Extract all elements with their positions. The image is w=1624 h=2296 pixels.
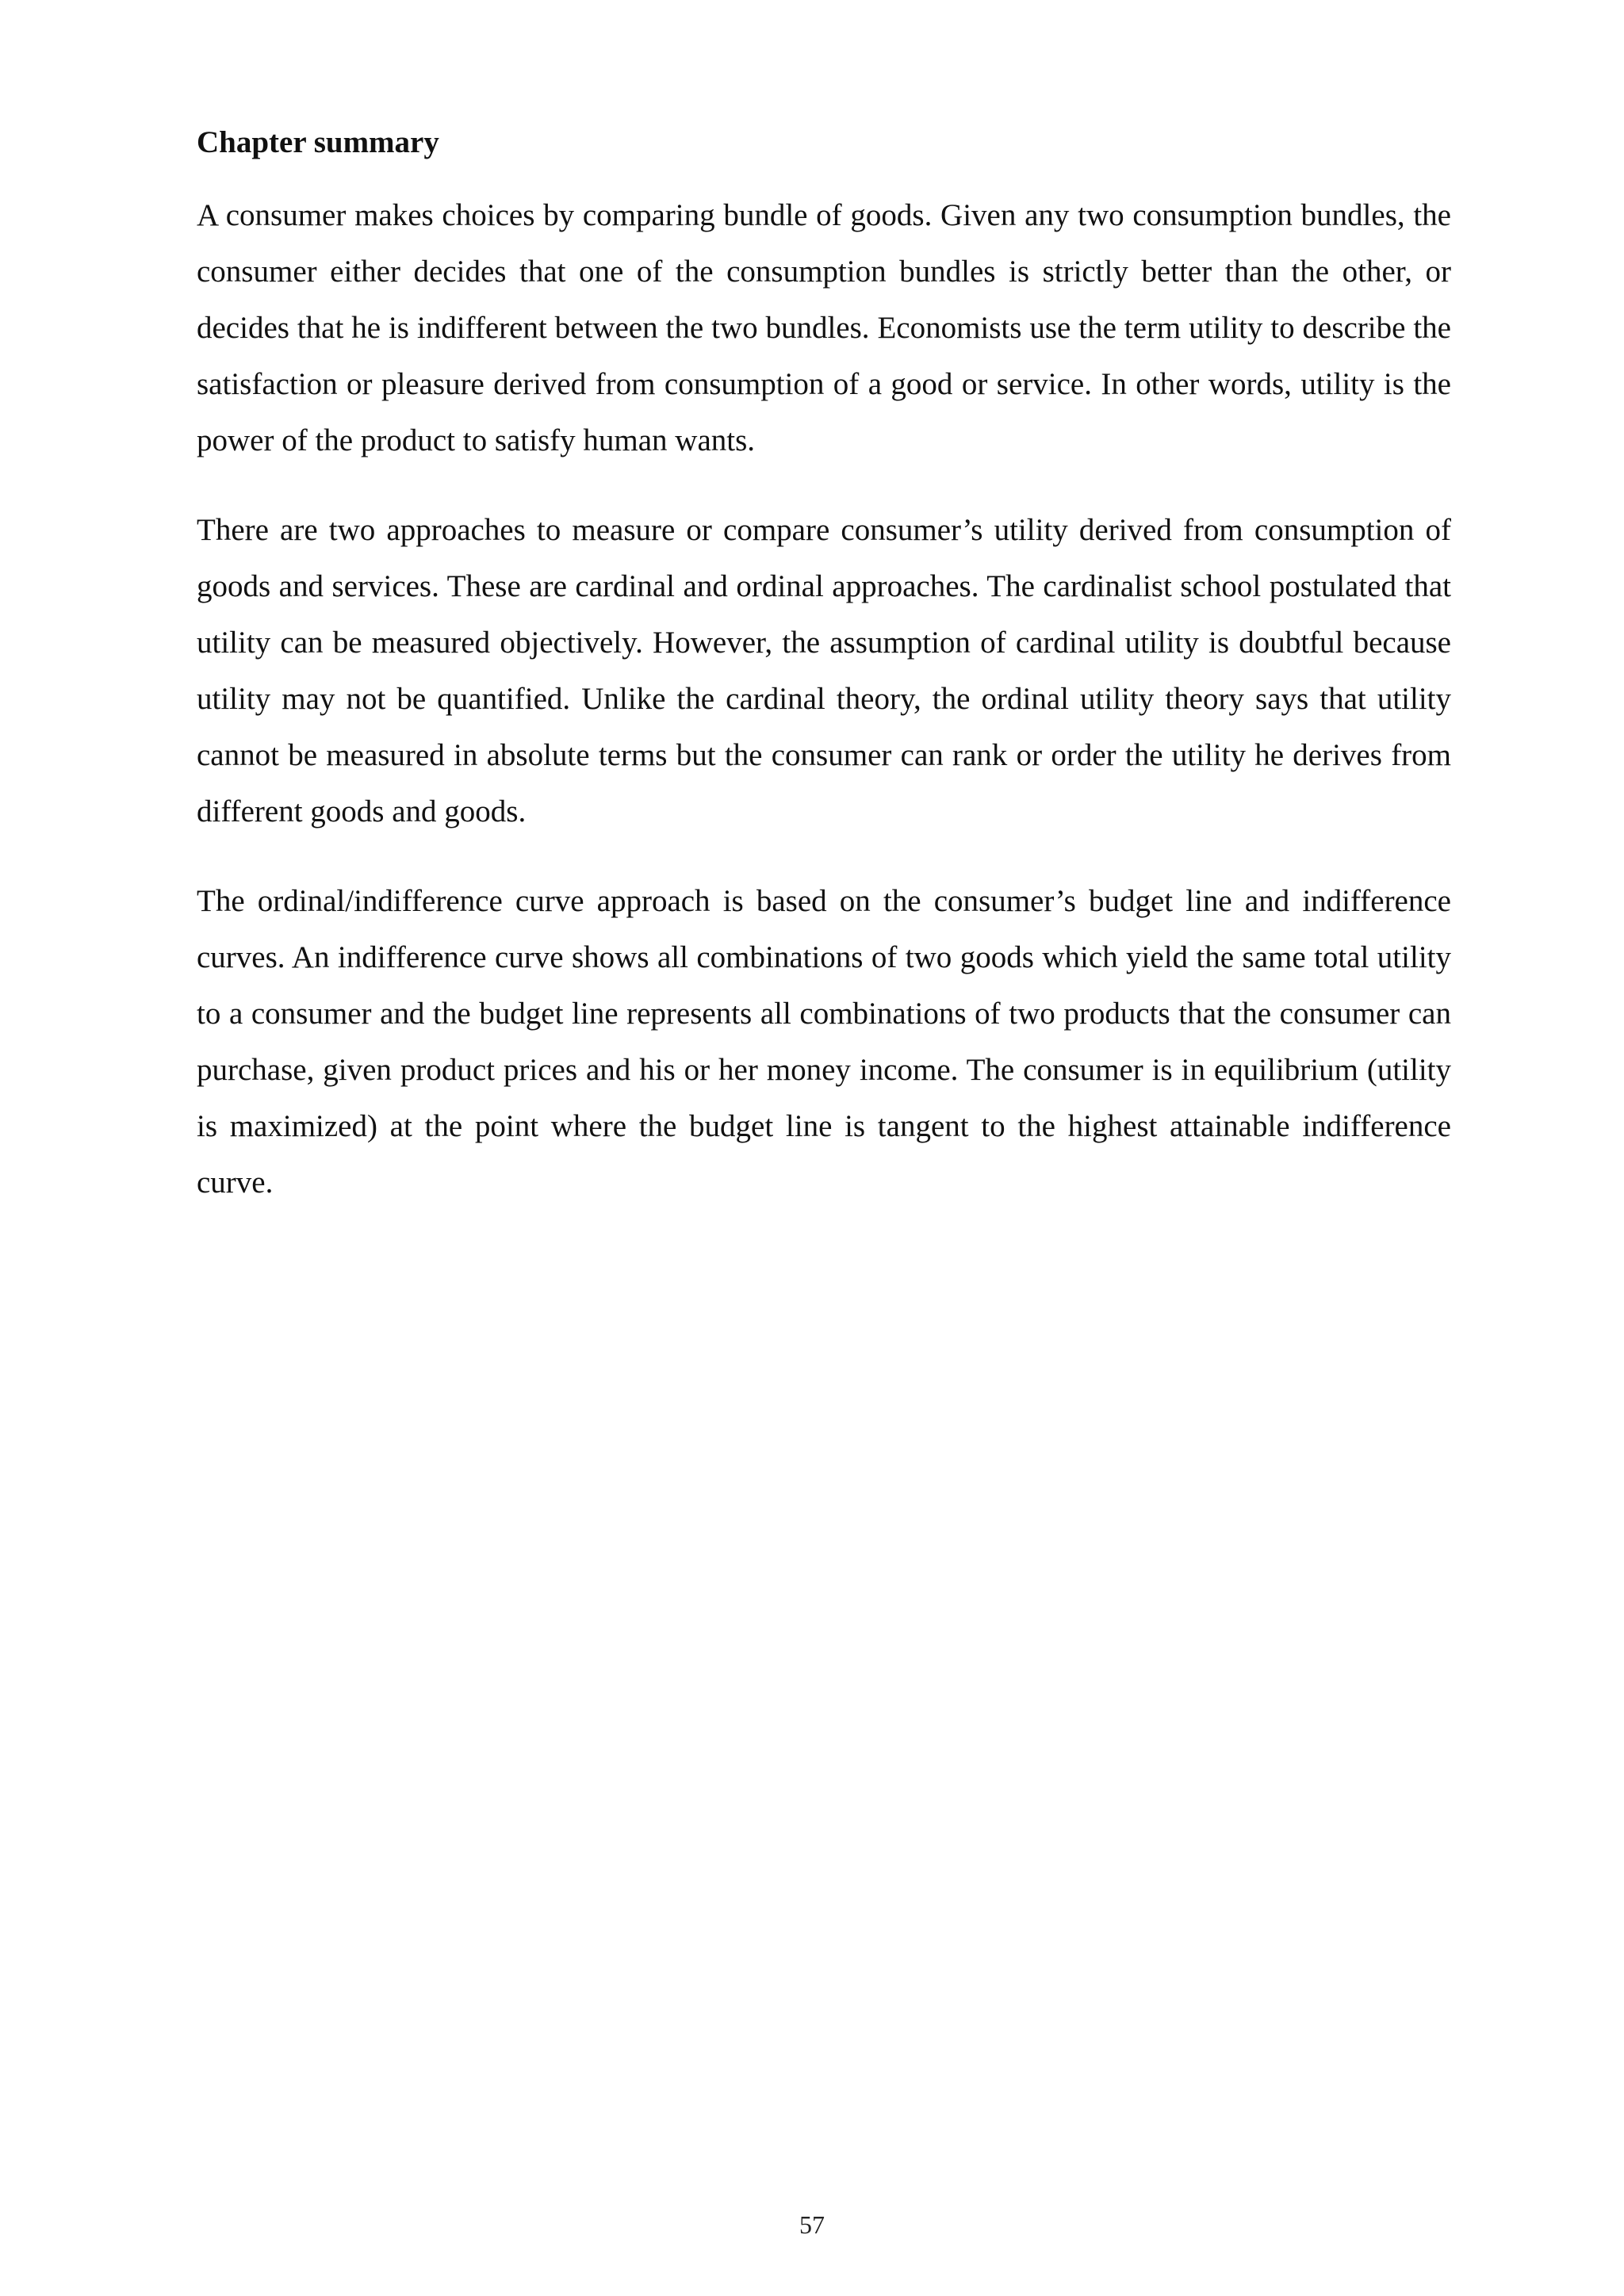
section-heading: Chapter summary <box>197 125 439 159</box>
summary-paragraph-2: There are two approaches to measure or compare consumer’s utility derived from consumption of goods and services. These are cardinal and ordinal approaches. The cardinalist school postulated that utility can be measured objectively. However, the assumption of cardinal utility is doubtful because utility may not be quantified. Unlike the cardinal theory, the ordinal utility theory says that utility cannot be measured in absolute terms but the consumer can rank or order the utility he derives from different goods and goods. <box>197 513 1451 828</box>
page-content <box>197 119 1451 1244</box>
summary-paragraph-3: The ordinal/indifference curve approach is based on the consumer’s budget line and indifference curves. An indifference curve shows all combinations of two goods which yield the same total utility to a consumer and the budget line represents all combinations of two products that the consumer can purchase, given product prices and his or her money income. The consumer is in equilibrium (utility is maximized) at the point where the budget line is tangent to the highest attainable indifference curve. <box>197 884 1451 1200</box>
page-number: 57 <box>799 2210 825 2239</box>
summary-paragraph-1: A consumer makes choices by comparing bundle of goods. Given any two consumption bundles, the consumer either decides that one of the consumption bundles is strictly better than the other, or decides that he is indifferent between the two bundles. Economists use the term utility to describe the satisfaction or pleasure derived from consumption of a good or service. In other words, utility is the power of the product to satisfy human wants. <box>197 198 1451 457</box>
